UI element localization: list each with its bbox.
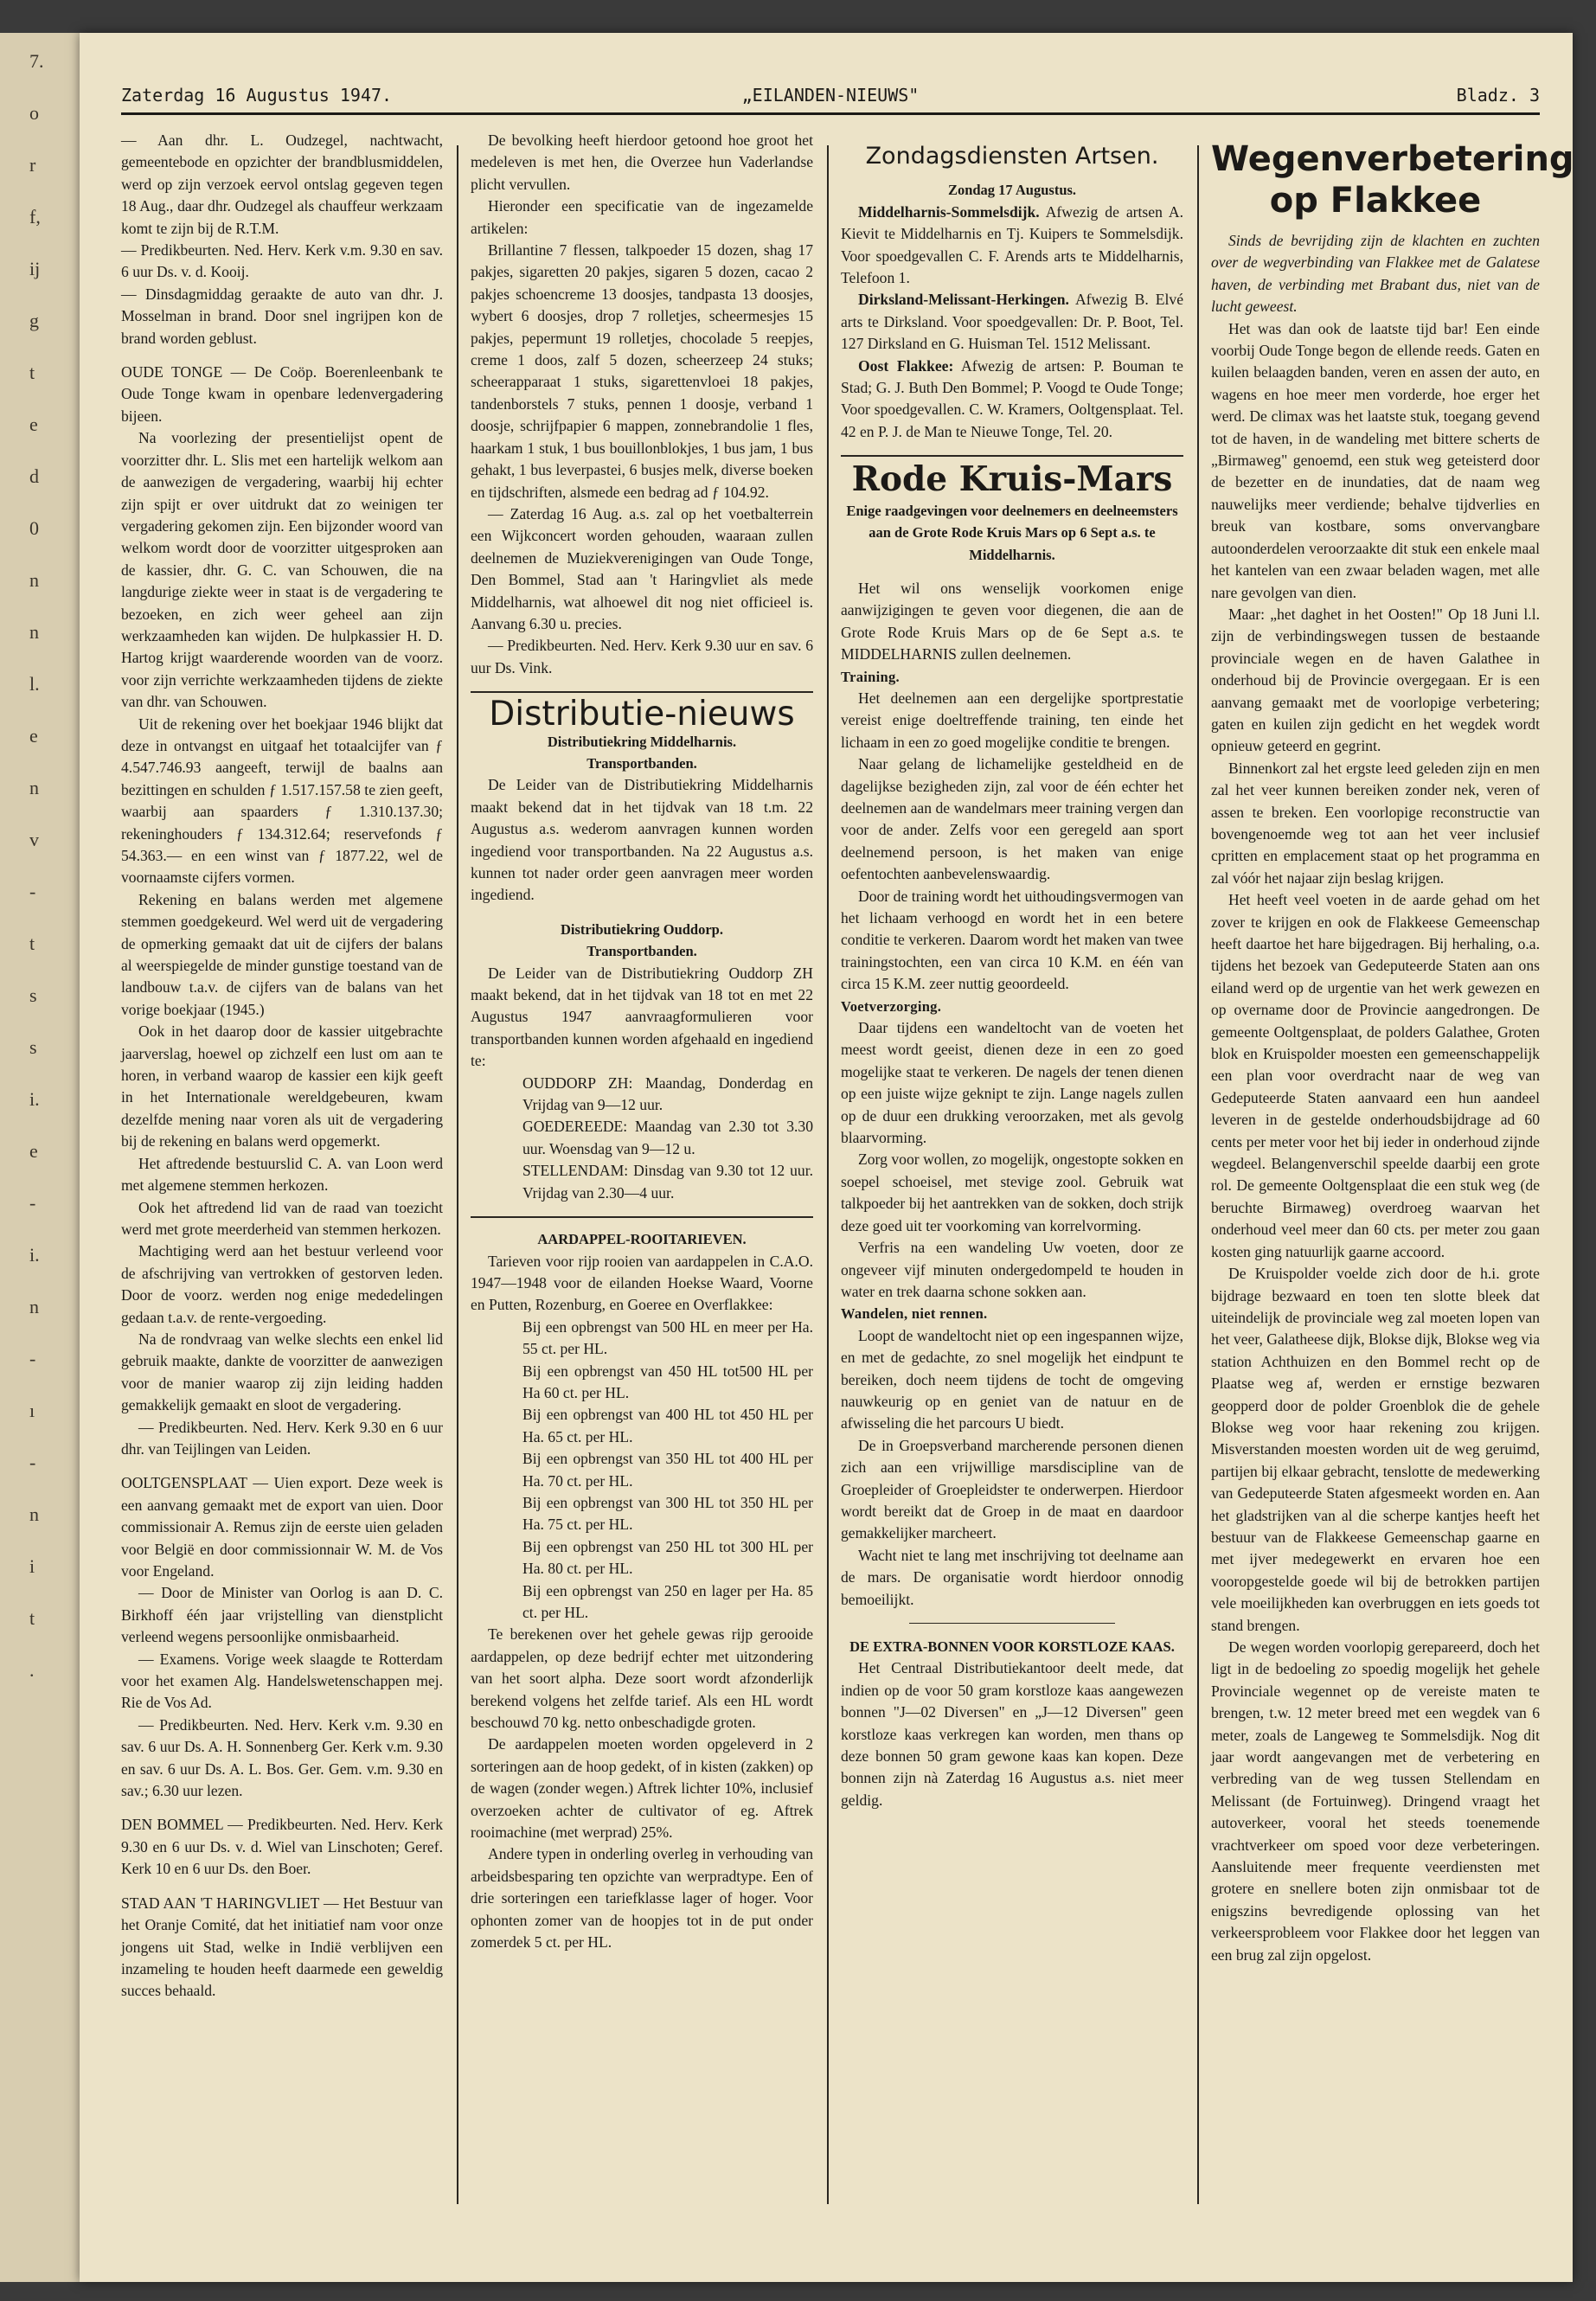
margin-letter: n <box>29 621 39 643</box>
margin-letter: v <box>29 829 39 850</box>
aardappel-heading: AARDAPPEL-ROOITARIEVEN. <box>537 1231 747 1248</box>
news-item: Het aftredende bestuurslid C. A. van Loon werd met algemene stemmen herkozen. <box>121 1154 443 1195</box>
schedule-line: OUDDORP ZH: Maandag, Donderdag en Vrijdag van 9—12 uur. <box>522 1074 813 1114</box>
margin-letter: s <box>29 984 37 1006</box>
margin-letter: n <box>29 777 39 798</box>
rates-list <box>471 1317 813 1625</box>
zondagsdiensten-heading: Zondagsdiensten Artsen. <box>865 143 1159 170</box>
paragraph: Tarieven voor rijp rooien van aardappelen in C.A.O. 1947—1948 voor de eilanden Hoekse Waard, Voorne en Putten, Rozenburg, en Goeree en Overflakkee: <box>471 1252 813 1314</box>
paragraph: Te berekenen over het gehele gewas rijp gerooide aardappelen, op deze bedrijf echter met uitzondering van het soort alpha. Deze soort wordt afzonderlijk berekend volgens het zelfde tarief. Als een HL wordt beschouwd 70 kg. netto onbeschadigde groten. <box>471 1625 813 1732</box>
paragraph: De Leider van de Distributiekring Middelharnis maakt bekend dat in het tijdvak van 18 t.m. 22 Augustus a.s. wederom aanvragen kunnen worden ingediend voor transportbanden. Na 22 Augustus a.s. kunnen tot nader order geen aanvragen meer worden ingediend. <box>471 776 813 904</box>
margin-letter: 7. <box>29 50 44 72</box>
training-heading: Training. <box>841 668 900 685</box>
margin-letter: s <box>29 1036 37 1058</box>
news-item: — Predikbeurten. Ned. Herv. Kerk v.m. 9.30 en sav. 6 uur Ds. v. d. Kooij. <box>121 241 443 281</box>
margin-letter: t <box>29 362 35 383</box>
paragraph: Maar: „het daghet in het Oosten!" Op 18 Juni l.l. zijn de verbindingswegen tussen de bestaande provinciale wegen en de haven Galathee in onderhoud bij de Provincie overgegaan. Er is een aanvang gemaakt met de voorlopige verbetering; gaten en kuilen zijn gedicht en het wegdek wordt opnieuw geteerd en gegrint. <box>1211 605 1540 755</box>
rate-line: Bij een opbrengst van 450 HL tot500 HL per Ha 60 ct. per HL. <box>522 1362 813 1401</box>
paragraph: Naar gelang de lichamelijke gesteldheid en de dagelijkse bezigheden zijn, zal voor de één echter het deelnemen aan de wandelmars meer training vergen dan voor de ander. Zelfs voor een geregeld aan sport deelnemend persoon, is het maken van enige oefentochten aanbevelenswaardig. <box>841 755 1183 883</box>
dist-subhead: Transportbanden. <box>586 943 697 960</box>
margin-letter: - <box>29 1348 36 1369</box>
doctor-item: Oost Flakkee: Afwezig de artsen: P. Bouman te Stad; G. J. Buth Den Bommel; P. Voogd te Oude Tonge; Voor spoedgevallen. C. W. Kramers, Ooltgensplaat. Tel. 42 en P. J. de Man te Nieuwe Tonge, Tel. 20. <box>841 356 1183 440</box>
margin-letter: ı <box>29 1400 35 1421</box>
margin-letter: . <box>29 1659 35 1681</box>
paragraph: Brillantine 7 flessen, talkpoeder 15 dozen, shag 17 pakjes, sigaretten 20 pakjes, sigaren 5 dozen, cacao 2 pakjes schoencreme 13 doosjes, tandpasta 13 doosjes, wybert 6 doosjes, drop 7 rolletjes, scheermesjes 15 pakjes, pepermunt 19 rolletjes, chocolade 5 reepjes, creme 1 doos, zalf 5 dozen, scheerzeep 24 stuks; scheerapparaat 1 stuks, sigarettenvloei 18 pakjes, tandenborstels 7 stuks, pennen 1 doosje, verband 1 doosje, schrijfpapier 6 mappen, zonnebrandolie 1 fles, haarkam 1 stuk, 1 bus bouillonblokjes, 1 bus jam, 1 bus gehakt, 1 bus leverpastei, 6 busjes melk, diverse boeken en tijdschriften, alsmede een bedrag ad ƒ 104.92. <box>471 241 813 501</box>
wandelen-heading: Wandelen, niet rennen. <box>841 1305 988 1323</box>
rate-line: Bij een opbrengst van 400 HL tot 450 HL per Ha. 65 ct. per HL. <box>522 1406 813 1445</box>
news-item: DEN BOMMEL — Predikbeurten. Ned. Herv. Kerk 9.30 en 6 uur Ds. v. d. Wiel van Linschoten; Geref. Kerk 10 en 6 uur Ds. den Boer. <box>121 1816 443 1878</box>
margin-letter: i. <box>29 1244 40 1266</box>
news-item: — Predikbeurten. Ned. Herv. Kerk v.m. 9.30 en sav. 6 uur Ds. A. H. Sonnenberg Ger. Kerk v.m. 9.30 en sav. 6 uur Ds. A. L. Bos. Ger. Gem. v.m. 9.30 en sav.; 6.30 uur lezen. <box>121 1715 443 1800</box>
margin-letter: r <box>29 154 36 176</box>
paragraph: Door de training wordt het uithoudingsvermogen van het lichaam verhoogd en wordt het in een betere conditie te verkeren. Daarom wordt het maken van twee trainingstochten, een van circa 10 K.M. en één van circa 15 K.M. zeer nuttig geoordeeld. <box>841 887 1183 993</box>
margin-letter: e <box>29 413 38 435</box>
divider <box>909 1623 1115 1624</box>
divider <box>471 1216 813 1218</box>
rate-line: Bij een opbrengst van 300 HL tot 350 HL per Ha. 75 ct. per HL. <box>522 1493 813 1534</box>
margin-letter: e <box>29 1140 38 1162</box>
news-item: — Predikbeurten. Ned. Herv. Kerk 9.30 en 6 uur dhr. van Teijlingen van Leiden. <box>121 1418 443 1458</box>
paragraph: De wegen worden voorlopig gerepareerd, doch het ligt in de bedoeling zo spoedig mogelijk het gehele Provinciale wegennet op de vereiste maten te brengen, t.w. 12 meter breed met een wegdek van 6 meter, zoals de Langeweg te Sommelsdijk. Nog dit jaar wordt aangevangen met de verbetering en verbreding van de weg tussen Stellendam en Melissant (de Fortuinweg). Dringend vraagt het autoverkeer, vooral het steeds toenemende vrachtverkeer om spoed voor deze verbeteringen. Aansluitende meer frequente veerdiensten met grotere en snellere boten zijn onmisbaar tot de enigszins bevredigende oplossing van het verkeersprobleem voor Flakkee door het leggen van een brug zal zijn opgelost. <box>1211 1638 1540 1964</box>
paragraph: De in Groepsverband marcherende personen dienen zich aan een vrijwillige marsdiscipline van de Groepleider of Groepleidster te onderwerpen. Hierdoor wordt bereikt dat de Groep in de maat en daardoor gemakkelijker marcheert. <box>841 1436 1183 1542</box>
news-item: Na voorlezing der presentielijst opent de voorzitter dhr. L. Slis met een hartelijk welkom aan de aanwezigen de vergadering, waarbij hij echter zijn spijt er over uitdrukt dat zo weinigen ter vergadering gekomen zijn. Een bijzonder woord van welkom wordt door de voorzitter uitgesproken aan de kassier, dhr. G. C. van Schouwen, die na langdurige ziekte weer in staat is de vergadering te bezoeken, en zich weer geheel aan zijn werkzaamheden kan wijden. De hulpkassier H. D. Hartog krijgt waarderende woorden van de voorz. voor zijn verrichte werkzaamheden tijdens de ziekte van dhr. van Schouwen. <box>121 429 443 711</box>
paragraph: De aardappelen moeten worden opgeleverd in 2 sorteringen aan de hoop gedekt, of in kisten (zakken) op de wagen (zonder wegen.) Aftrek lichter 10%, inclusief overzoeken achter de cultivator of eg. Aftrek rooimachine (met werprad) 25%. <box>471 1735 813 1842</box>
news-item: OUDE TONGE — De Coöp. Boerenleenbank te Oude Tonge kwam in openbare ledenvergadering bijeen. <box>121 363 443 425</box>
margin-letter: ij <box>29 258 41 279</box>
news-item: — Dinsdagmiddag geraakte de auto van dhr. J. Mosselman in brand. Door snel ingrijpen kon de brand worden geblust. <box>121 285 443 347</box>
doctor-item: Dirksland-Melissant-Herkingen. Afwezig B. Elvé arts te Dirksland. Voor spoedgevallen: Dr. P. Boot, Tel. 127 Dirksland en G. Huisman Tel. 1512 Melissant. <box>841 291 1183 353</box>
news-item: Na de rondvraag van welke slechts een enkel lid gebruik maakte, dankte de voorzitter de aanwezigen voor de manier waarop zij zijn leiding hadden gemakkelijk gemaakt en sloot de vergadering. <box>121 1330 443 1414</box>
column-2 <box>471 130 813 1954</box>
extra-bonnen-heading: DE EXTRA-BONNEN VOOR KORSTLOZE KAAS. <box>849 1638 1175 1655</box>
paragraph: De bevolking heeft hierdoor getoond hoe groot het medeleven is met hen, die Overzee hun Vaderlandse plicht vervullen. <box>471 131 813 193</box>
paragraph: — Predikbeurten. Ned. Herv. Kerk 9.30 uur en sav. 6 uur Ds. Vink. <box>471 637 813 676</box>
paragraph: Het Centraal Distributiekantoor deelt mede, dat indien op de voor 50 gram korstloze kaas aangewezen bonnen "J—02 Diversen" en „J—12 Diversen" geen korstloze kaas verkregen kan worden, men thans op deze bonnen 50 gram gewone kaas kan kopen. Deze bonnen zijn nà Zaterdag 16 Augustus a.s. niet meer geldig. <box>841 1659 1183 1809</box>
schedule-line: GOEDEREEDE: Maandag van 2.30 tot 3.30 uur. Woensdag van 9—12 u. <box>522 1118 813 1157</box>
margin-letter: g <box>29 310 39 331</box>
margin-letter: 0 <box>29 517 39 539</box>
paragraph: Wacht niet te lang met inschrijving tot deelname aan de mars. De organisatie wordt hierdoor onnodig bemoeilijkt. <box>841 1546 1183 1608</box>
paragraph: Verfris na een wandeling Uw voeten, door ze ongeveer vijf minuten ondergedompeld te houden in water en trek daarna schone sokken aan. <box>841 1239 1183 1300</box>
paragraph: Andere typen in onderling overleg in verhouding van arbeidsbesparing ten opzichte van werpradtype. Een of drie sorteringen een tariefklasse lager of hoger. Voor ophonten zomer van de hoopjes tot in de put onder zomerdek 5 ct. per HL. <box>471 1845 813 1952</box>
scan-margin <box>0 33 80 2282</box>
margin-letter: n <box>29 569 39 591</box>
paragraph: Het wil ons wenselijk voorkomen enige aanwijzigingen te geven voor diegenen, die aan de Grote Rode Kruis Mars op de 6e Sept a.s. te MIDDELHARNIS zullen deelnemen. <box>841 579 1183 663</box>
margin-letter: i. <box>29 1088 40 1110</box>
paragraph: — Zaterdag 16 Aug. a.s. zal op het voetbalterrein een Wijkconcert worden gehouden, waaraan zullen deelnemen de Muziekverenigingen van Oude Tonge, Den Bommel, Stad aan 't Haringvliet als mede Middelharnis, wat alhoewel dit nog niet officieel is. Aanvang 6.30 u. precies. <box>471 504 813 632</box>
news-item: — Aan dhr. L. Oudzegel, nachtwacht, gemeentebode en opzichter der brandblusmiddelen, werd op zijn verzoek eervol ontslag gegeven tegen 18 Aug., daar dhr. Oudzegel als chauffeur werkzaam komt te zijn bij de R.T.M. <box>121 131 443 237</box>
header-rule <box>121 112 1540 115</box>
dist-subhead: Transportbanden. <box>586 754 697 772</box>
news-item: Machtiging werd aan het bestuur verleend voor de afschrijving van vertrokken of gestorven leden. Door de voorz. werden nog enige mededelingen gedaan t.a.v. de rente-vergoeding. <box>121 1242 443 1326</box>
paragraph: Het was dan ook de laatste tijd bar! Een einde voorbij Oude Tonge begon de ellende reeds. Gaten en kuilen belaagden banden, veren en assen der auto, en wagens en hoe meer men vorderde, hoe erger het werd. De climax was het laatste stuk, toegang gevend tot de haven, in de wandeling met bittere scherts de „Birmaweg" genoemd, een stuk weg geteisterd door de bezetter en de inundaties, dat de naam weg nauwelijks meer verdiende; behalve tijdverlies en breuk van kostbare, soms onvervangbare autoonderdelen veroorzaakte dit stuk een enkele maal het kantelen van een zwaar beladen wagen, met alle nare gevolgen van dien. <box>1211 319 1540 601</box>
margin-letter: n <box>29 1296 39 1317</box>
paragraph: Binnenkort zal het ergste leed geleden zijn en men zal het veer kunnen bereiken zonder nek, veren of assen te breken. Een voorlopige reconstructie van bovengenoemde weg tot aan het veer inclusief cpritten en emplacement staat op het programma en zal vóór het najaar zijn beslag krijgen. <box>1211 759 1540 887</box>
column-4 <box>1211 130 1574 1966</box>
news-item: Ook het aftredend lid van de raad van toezicht werd met grote meerderheid van stemmen herkozen. <box>121 1198 443 1238</box>
rate-line: Bij een opbrengst van 250 HL tot 300 HL per Ha. 80 ct. per HL. <box>522 1537 813 1578</box>
margin-letter: - <box>29 1192 36 1214</box>
paragraph: Zorg voor wollen, zo mogelijk, ongestopte sokken en soepel schoeisel, met stevige zool. Gebruik wat talkpoeder bij het aantrekken van de sokken, doch strijk deze goed uit ter voorkoming van korrelvorming. <box>841 1150 1183 1234</box>
news-item: Ook in het daarop door de kassier uitgebrachte jaarverslag, hoewel op zichzelf een lust om aan te horen, in verband waarop de kassier een kijk geeft in het Internationale wereldgebeuren, kwam dezelfde mening naar voren als uit de vergadering bij de rekening en balans werd opgemerkt. <box>121 1022 443 1150</box>
column-1 <box>121 130 443 2003</box>
column-divider <box>457 145 458 2204</box>
news-item: OOLTGENSPLAAT — Uien export. Deze week is een aanvang gemaakt met de export van uien. Door commissionair A. Remus zijn de eerste uien geladen voor België en door commissionnair W. M. de Vos voor Engeland. <box>121 1474 443 1580</box>
paragraph: Loopt de wandeltocht niet op een ingespannen wijze, en met de gedachte, zo snel mogelijk het eindpunt te bereiken, doch neem tijdens de tocht de omgeving nauwkeurig op en geniet van de natuur en de afwisseling die het parcours U biedt. <box>841 1326 1183 1433</box>
margin-letter: e <box>29 725 38 747</box>
rate-line: Bij een opbrengst van 250 en lager per Ha. 85 ct. per HL. <box>522 1581 813 1621</box>
location-label: Oost Flakkee: <box>858 356 954 375</box>
paragraph: De Kruispolder voelde zich door de h.i. grote bijdrage bezwaard en toen ten slotte bleek dat uiteindelijk de provinciale weg zal moeten lopen van het veer, Galatheese dijk, Blokse dijk, Blokse weg via station Achthuizen en den Bommel recht op de Plaatse weg af, werden er ernstige bezwaren geopperd door de polder Groenblok die de gehele Blokse weg voor haar rekening zou krijgen. Misverstanden moesten worden uit de weg geruimd, partijen bij elkaar gebracht, tenslotte de medewerking van Gedeputeerde Staten afgesmeekt worden en. Aan het gladstrijken van al die scherpe kantjes heeft het bestuur van de Flakkeese Gemeenschap gaarne en met ijver medegewerkt en ervaren hoe een vooropgestelde goede wil bij de betrokken partijen vele moeilijkheden kan overbruggen en iets goeds tot stand brengen. <box>1211 1265 1540 1634</box>
margin-letter: i <box>29 1555 35 1577</box>
news-item: — Examens. Vorige week slaagde te Rotterdam voor het examen Alg. Handelswetenschappen mej. Rie de Vos Ad. <box>121 1650 443 1712</box>
paragraph: De Leider van de Distributiekring Ouddorp ZH maakt bekend, dat in het tijdvak van 18 tot en met 22 Augustus 1947 aanvraagformulieren voor transportbanden kunnen worden afgehaald en ingediend te: <box>471 964 813 1070</box>
newspaper-page <box>80 33 1573 2282</box>
article-intro: Sinds de bevrijding zijn de klachten en zuchten over de wegverbinding van Flakkee met de Galatese haven, de verbinding met Brabant dus, niet van de lucht geweest. <box>1211 232 1540 316</box>
rode-kruis-subhead: Enige raadgevingen voor deelnemers en deelneemsters aan de Grote Rode Kruis Mars op 6 Sept a.s. te Middelharnis. <box>846 502 1178 563</box>
margin-letter: l. <box>29 673 40 695</box>
wegenverbetering-heading: Wegenverbetering op Flakkee <box>1211 139 1574 221</box>
dist-subhead: Distributiekring Ouddorp. <box>561 920 723 938</box>
news-item: Uit de rekening over het boekjaar 1946 blijkt dat deze in ontvangst en uitgaaf het totaalcijfer van ƒ 4.547.746.93 aangeeft, terwijl de baalns aan bezittingen en schulden ƒ 1.517.157.58 te zien geeft, waarbij aan spaarders ƒ 1.310.137.30; rekeninghouders ƒ 134.312.64; reservefonds ƒ 54.363.— en een winst van ƒ 1877.22, wel de voornaamste cijfers vormen. <box>121 715 443 887</box>
news-item: — Door de Minister van Oorlog is aan D. C. Birkhoff één jaar vrijstelling van dienstplicht verleend wegens persoonlijke onmisbaarheid. <box>121 1584 443 1646</box>
location-label: Dirksland-Melissant-Herkingen. <box>858 291 1069 309</box>
column-3 <box>841 130 1183 1811</box>
distributie-heading: Distributie-nieuws <box>489 695 795 734</box>
doctor-item: Middelharnis-Sommelsdijk. Afwezig de artsen A. Kievit te Middelharnis en Tj. Kuipers te Sommelsdijk. Voor spoedgevallen C. F. Arends arts te Middelharnis, Telefoon 1. <box>841 202 1183 287</box>
schedule-line: STELLENDAM: Dinsdag van 9.30 tot 12 uur. Vrijdag van 2.30—4 uur. <box>522 1162 813 1202</box>
column-divider <box>1197 145 1199 2204</box>
voetverzorging-heading: Voetverzorging. <box>841 997 942 1015</box>
divider <box>841 455 1183 457</box>
margin-letter: - <box>29 881 36 902</box>
margin-letter: - <box>29 1452 36 1473</box>
margin-letter: d <box>29 465 39 487</box>
rate-line: Bij een opbrengst van 500 HL en meer per Ha. 55 ct. per HL. <box>522 1317 813 1358</box>
issue-date: Zaterdag 16 Augustus 1947. <box>121 85 393 106</box>
paragraph: Hieronder een specificatie van de ingezamelde artikelen: <box>471 197 813 237</box>
margin-letter: n <box>29 1503 39 1525</box>
column-divider <box>827 145 829 2204</box>
page-number: Bladz. 3 <box>1456 85 1540 106</box>
margin-letter: t <box>29 933 35 954</box>
rate-line: Bij een opbrengst van 350 HL tot 400 HL per Ha. 70 ct. per HL. <box>522 1450 813 1490</box>
paragraph: Daar tijdens een wandeltocht van de voeten het meest wordt geeist, dienen deze in een zo goed mogelijke staat te verkeren. De nagels der tenen dienen op een juiste wijze geknipt te zijn. Lange nagels zullen op de duur een drukking veroorzaken, met als gevolg blaarvorming. <box>841 1019 1183 1147</box>
margin-letter: t <box>29 1607 35 1629</box>
paragraph: Het deelnemen aan een dergelijke sportprestatie vereist enige doeltreffende training, ten einde het lichaam in een zo goed mogelijke conditie te brengen. <box>841 689 1183 751</box>
paragraph: Het heeft veel voeten in de aarde gehad om het zover te krijgen en ook de Flakkeese Gemeenschap heeft daartoe het hare bijgedragen. Bij herhaling, o.a. tijdens het bezoek van Gedeputeerde Staten aan ons eiland werd op de urgentie van het werk gewezen en op overname door de Provincie aangedrongen. De gemeente Ooltgensplaat, de polders Galathee, Groten blok en Kruispolder moesten een gemeenschappelijk een plan voor overdracht naar de weg van Gedeputeerde Staten aanvaard een hun aandeel leveren in de gestelde onderhoudsbijdrage ad 60 cents per meter voor het bij ieder in onderhoud zijnde wegdeel. Belangenverschil speelde daarbij een grote rol. De gemeente Ooltgensplaat die een stuk weg (de beruchte Birmaweg) overdroeg waarvan het onderhoud veel meer dan 60 cts. per meter zou gaan kosten ging natuurlijk gaarne accoord. <box>1211 891 1540 1260</box>
margin-letter: f, <box>29 206 41 228</box>
rode-kruis-heading: Rode Kruis-Mars <box>851 459 1173 500</box>
dist-subhead: Distributiekring Middelharnis. <box>547 733 737 750</box>
schedule <box>471 1073 813 1204</box>
location-label: Middelharnis-Sommelsdijk. <box>858 202 1040 221</box>
zondag-date: Zondag 17 Augustus. <box>947 182 1077 199</box>
masthead: „EILANDEN-NIEUWS" <box>741 85 920 106</box>
news-item: Rekening en balans werden met algemene stemmen goedgekeurd. Wel werd uit de vergadering de opmerking gemaakt dat uit de cijfers der balans al weerspiegelde de minder gunstige toestand van de landbouw t.a.v. de cijfers van de balans van het vorige boekjaar (1945.) <box>121 890 443 1018</box>
margin-letter: o <box>29 102 39 124</box>
news-item: STAD AAN 'T HARINGVLIET — Het Bestuur van het Oranje Comité, dat het initiatief nam voor onze jongens uit Stad, welke in Indië verblijven een inzameling te houden heeft daarmede een geweldig succes behaald. <box>121 1894 443 2000</box>
divider <box>471 691 813 693</box>
